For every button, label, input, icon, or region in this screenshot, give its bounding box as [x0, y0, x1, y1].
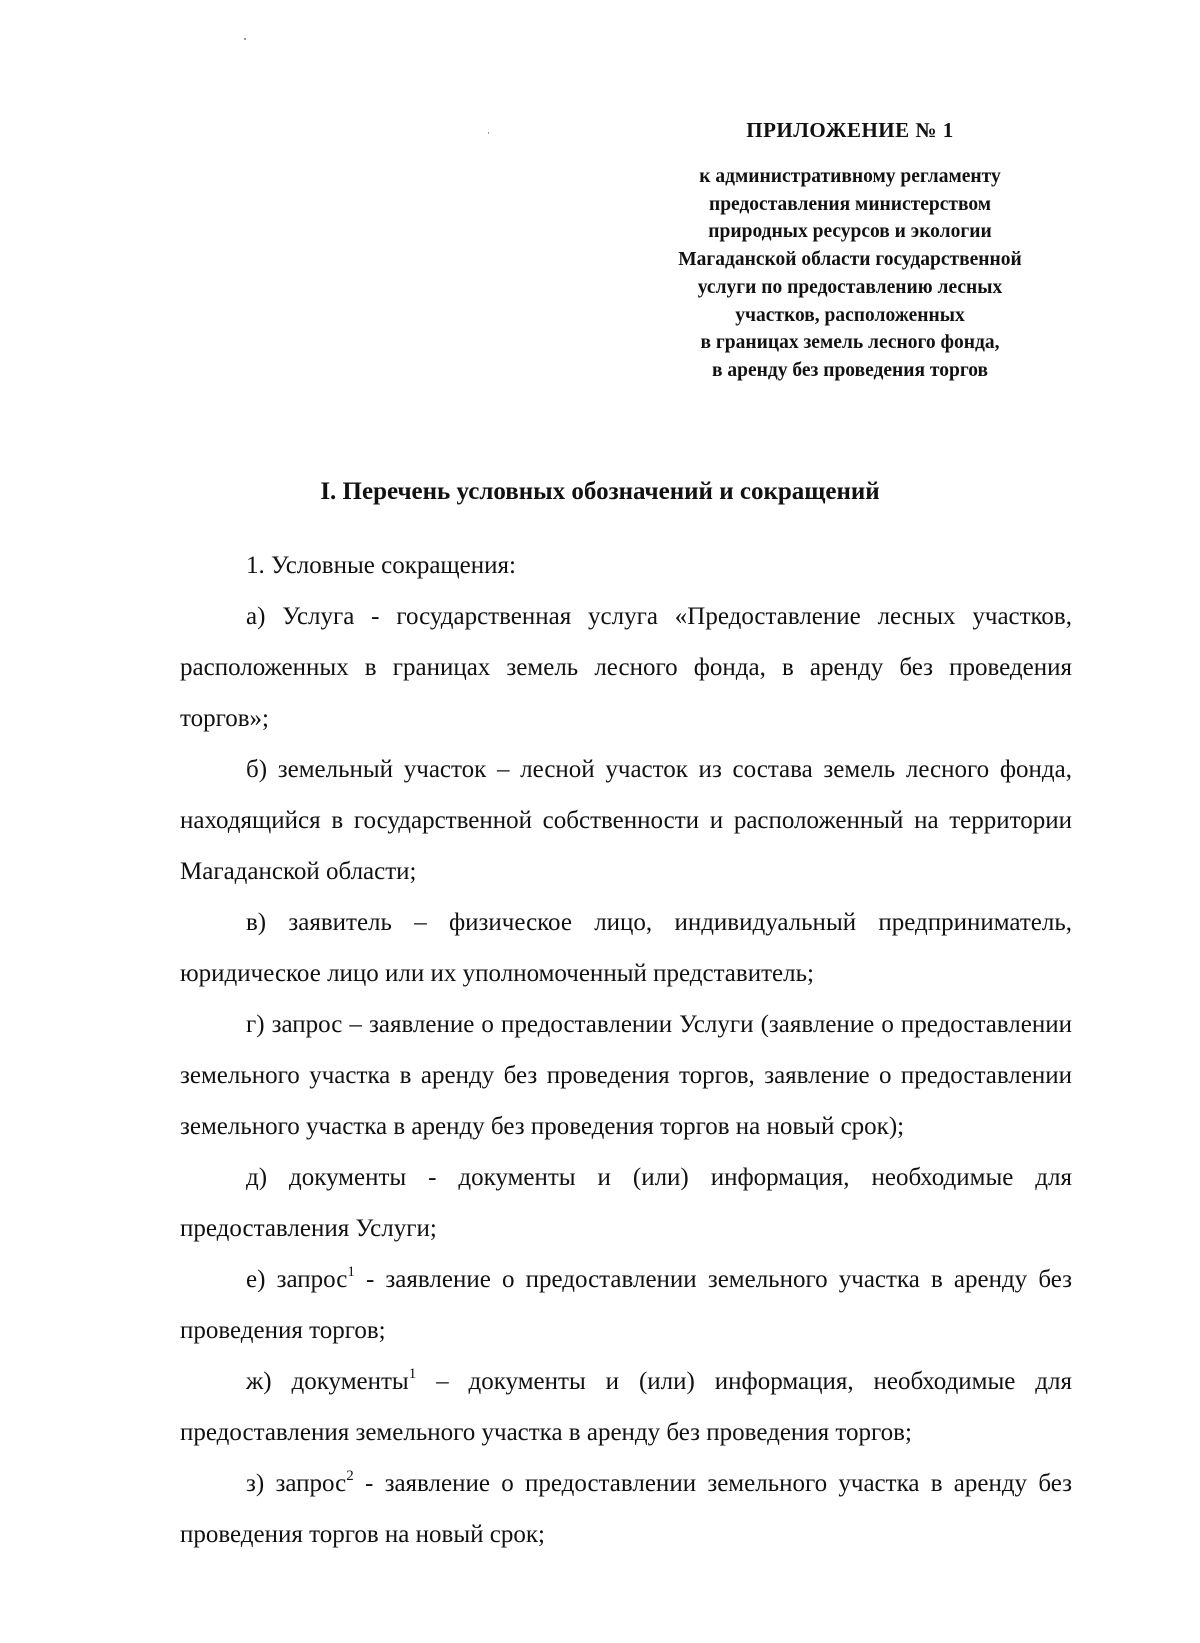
paragraph-v: в) заявитель – физическое лицо, индивидуальный предприниматель, юридическое лицо или их уполномоченный представитель; — [180, 909, 1072, 987]
term-text: ж) документы — [246, 1368, 409, 1395]
term-superscript: 1 — [347, 1264, 355, 1280]
section-title: I. Перечень условных обозначений и сокращений — [320, 478, 880, 505]
scan-speck — [244, 38, 246, 40]
paragraph-g: г) запрос – заявление о предоставлении Услуги (заявление о предоставлении земельного участка в аренду без проведения торгов, заявление о предоставлении земельного участка в аренду без проведения торгов на новый срок); — [180, 1011, 1072, 1140]
annex-line: в границах земель лесного фонда, — [700, 332, 1000, 354]
annex-line: природных ресурсов и экологии — [708, 221, 992, 243]
paragraph-b: б) земельный участок – лесной участок из состава земель лесного фонда, находящийся в государственной собственности и расположенный на территории Магаданской области; — [180, 756, 1072, 885]
scan-speck — [488, 132, 489, 134]
annex-line: в аренду без проведения торгов — [711, 359, 988, 381]
document-body — [180, 540, 1072, 1560]
paragraph-e — [180, 1254, 1072, 1356]
paragraph-d: д) документы - документы и (или) информация, необходимые для предоставления Услуги; — [180, 1164, 1072, 1242]
paragraph-a: а) Услуга - государственная услуга «Предоставление лесных участков, расположенных в границах земель лесного фонда, в аренду без проведения торгов»; — [180, 603, 1072, 732]
term-text: е) запрос — [246, 1266, 348, 1293]
annex-line: участков, расположенных — [735, 304, 965, 326]
annex-line: предоставления министерством — [708, 193, 992, 215]
term-superscript: 2 — [346, 1468, 354, 1484]
definition-text: - заявление о предоставлении земельного участка в аренду без проведения торгов; — [180, 1266, 1072, 1344]
paragraph-zh — [180, 1356, 1072, 1458]
term-text: з) запрос — [246, 1470, 347, 1497]
paragraph-abbreviations-heading: 1. Условные сокращения: — [246, 552, 516, 579]
annex-line: Магаданской области государственной — [678, 249, 1022, 271]
definition-text: - заявление о предоставлении земельного участка в аренду без проведения торгов на новый срок; — [180, 1470, 1072, 1548]
annex-line: к административному регламенту — [699, 166, 1001, 187]
paragraph-z — [180, 1458, 1072, 1560]
annex-line: услуги по предоставлению лесных — [697, 276, 1003, 298]
annex-title: ПРИЛОЖЕНИЕ № 1 — [746, 118, 954, 142]
term-superscript: 1 — [408, 1366, 417, 1382]
definition-text: – документы и (или) информация, необходимые для предоставления земельного участка в аренду без проведения торгов; — [180, 1368, 1072, 1446]
annex-header — [640, 118, 1060, 385]
